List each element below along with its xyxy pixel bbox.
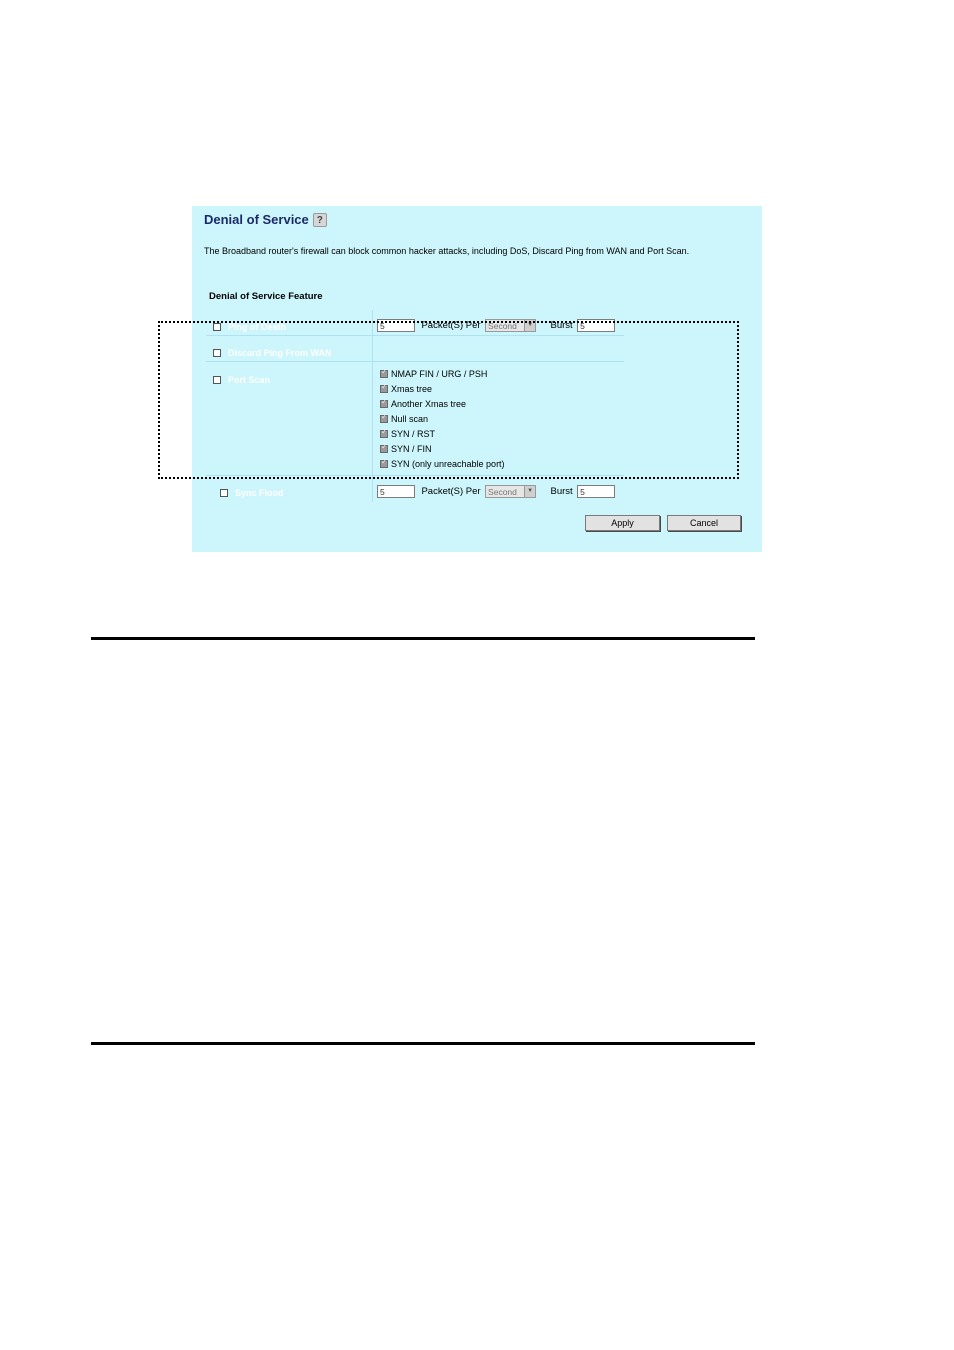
scan-option-label: Another Xmas tree	[391, 399, 467, 409]
scan-option-label: NMAP FIN / URG / PSH	[391, 369, 488, 379]
sync-flood-label: Sync Flood	[235, 487, 284, 498]
sync-flood-unit-select[interactable]	[485, 485, 536, 498]
scan-option-label: SYN (only unreachable port)	[391, 459, 505, 469]
sync-flood-packets-label: Packet(S) Per	[421, 486, 481, 498]
feature-row-sync-flood	[206, 476, 624, 502]
ping-of-death-packets-label: Packet(S) Per	[421, 320, 481, 332]
ping-of-death-packets-input[interactable]: 5	[377, 319, 415, 332]
dropdown-arrow-icon: ▼	[524, 486, 535, 497]
sync-flood-checkbox[interactable]	[220, 489, 228, 497]
ping-of-death-burst-label: Burst	[550, 320, 573, 332]
ping-of-death-unit-value: Second	[488, 321, 517, 332]
ping-of-death-burst-input[interactable]: 5	[577, 319, 615, 332]
sync-flood-unit-value: Second	[488, 487, 517, 498]
scan-option-label: SYN / RST	[391, 429, 436, 439]
sync-flood-burst-input[interactable]: 5	[577, 485, 615, 498]
scan-option-label: Null scan	[391, 414, 429, 424]
ping-of-death-label: Ping of Death	[228, 321, 286, 332]
divider-rule-bottom	[91, 1042, 755, 1045]
page-description: The Broadband router's firewall can block common hacker attacks, including DoS, Discard Ping from WAN and Port Scan.	[204, 246, 690, 256]
help-icon[interactable]: ?	[313, 213, 327, 227]
scan-option-label: SYN / FIN	[391, 444, 432, 454]
discard-ping-label: Discard Ping From WAN	[228, 347, 332, 358]
sync-flood-burst-label: Burst	[550, 486, 573, 498]
apply-button[interactable]: Apply	[585, 515, 660, 531]
sync-flood-packets-input[interactable]: 5	[377, 485, 415, 498]
dropdown-arrow-icon: ▼	[524, 320, 535, 331]
port-scan-label: Port Scan	[228, 374, 271, 385]
page-title	[204, 212, 327, 227]
scan-option-label: Xmas tree	[391, 384, 433, 394]
feature-section-title: Denial of Service Feature	[209, 291, 323, 302]
divider-rule-top	[91, 637, 755, 640]
cancel-button[interactable]: Cancel	[667, 515, 741, 531]
page-title-text: Denial of Service	[204, 212, 309, 227]
highlight-annotation-box	[158, 321, 739, 479]
